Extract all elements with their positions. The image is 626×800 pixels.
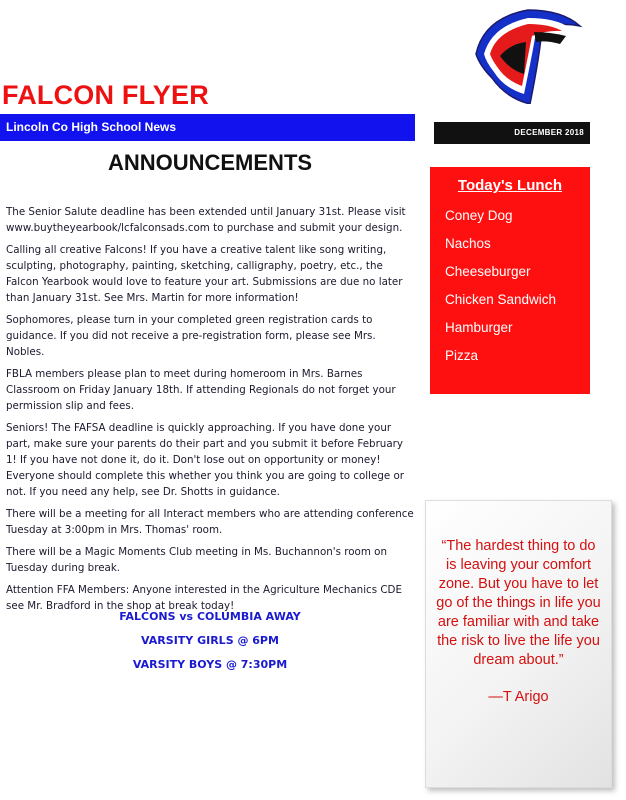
- quote-box: [425, 500, 612, 788]
- subtitle-bar: Lincoln Co High School News: [0, 114, 415, 141]
- event-line-matchup: FALCONS vs COLUMBIA AWAY: [119, 610, 301, 623]
- lunch-title: Today's Lunch: [457, 177, 563, 194]
- sports-events: [0, 605, 420, 677]
- announcement-item: Seniors! The FAFSA deadline is quickly approaching. If you have done your part, make sure your parents do their part and you submit it before February 1! If you have not done it, do it. Don't lose out on opportunity or money! Everyone should complete this whether you think you are going to college or not. If you need any help, see Dr. Shotts in guidance.: [6, 422, 405, 498]
- announcements-list: [6, 204, 416, 620]
- quote-author: —T Arigo: [488, 689, 549, 705]
- lunch-menu-box: [430, 167, 590, 394]
- falcon-head-logo: [466, 4, 590, 104]
- quote-text: “The hardest thing to do is leaving your comfort zone. But you have to let go of the things in life you are familiar with and take the risk to live the life you dream about.”: [436, 538, 601, 668]
- announcement-item: Attention FFA Members: Anyone interested in the Agriculture Mechanics CDE see Mr. Bradford in the shop at break today!: [6, 584, 402, 612]
- announcements-heading: ANNOUNCEMENTS: [107, 150, 313, 175]
- lunch-item: Hamburger: [445, 320, 513, 335]
- lunch-item: Chicken Sandwich: [445, 292, 557, 307]
- announcement-item: Sophomores, please turn in your completed green registration cards to guidance. If you did not receive a pre-registration form, please see Mrs. Nobles.: [6, 314, 376, 358]
- lunch-item: Cheeseburger: [445, 264, 531, 279]
- announcement-item: The Senior Salute deadline has been extended until January 31st. Please visit www.buytheyearbook/lcfalconsads.com to purchase and submit your design.: [6, 206, 406, 234]
- announcement-item: There will be a meeting for all Interact members who are attending conference Tuesday at 3:00pm in Mrs. Thomas' room.: [6, 508, 414, 536]
- event-line-girls: VARSITY GIRLS @ 6PM: [141, 634, 279, 647]
- lunch-item: Pizza: [445, 348, 479, 363]
- announcement-item: There will be a Magic Moments Club meeting in Ms. Buchannon's room on Tuesday during break.: [6, 546, 387, 574]
- lunch-item: Coney Dog: [445, 208, 513, 223]
- issue-date: DECEMBER 2018: [434, 122, 590, 144]
- announcement-item: Calling all creative Falcons! If you have a creative talent like song writing, sculpting, photography, painting, sketching, calligraphy, poetry, etc., the Falcon Yearbook would love to feature your art. Submissions are due no later than January 31st. See Mrs. Martin for more information!: [6, 244, 403, 304]
- lunch-item: Nachos: [445, 236, 491, 251]
- event-line-boys: VARSITY BOYS @ 7:30PM: [132, 658, 288, 671]
- masthead-title: FALCON FLYER: [2, 80, 209, 110]
- announcement-item: FBLA members please plan to meet during homeroom in Mrs. Barnes Classroom on Friday January 18th. If attending Regionals do not forget your permission slip and fees.: [6, 368, 396, 412]
